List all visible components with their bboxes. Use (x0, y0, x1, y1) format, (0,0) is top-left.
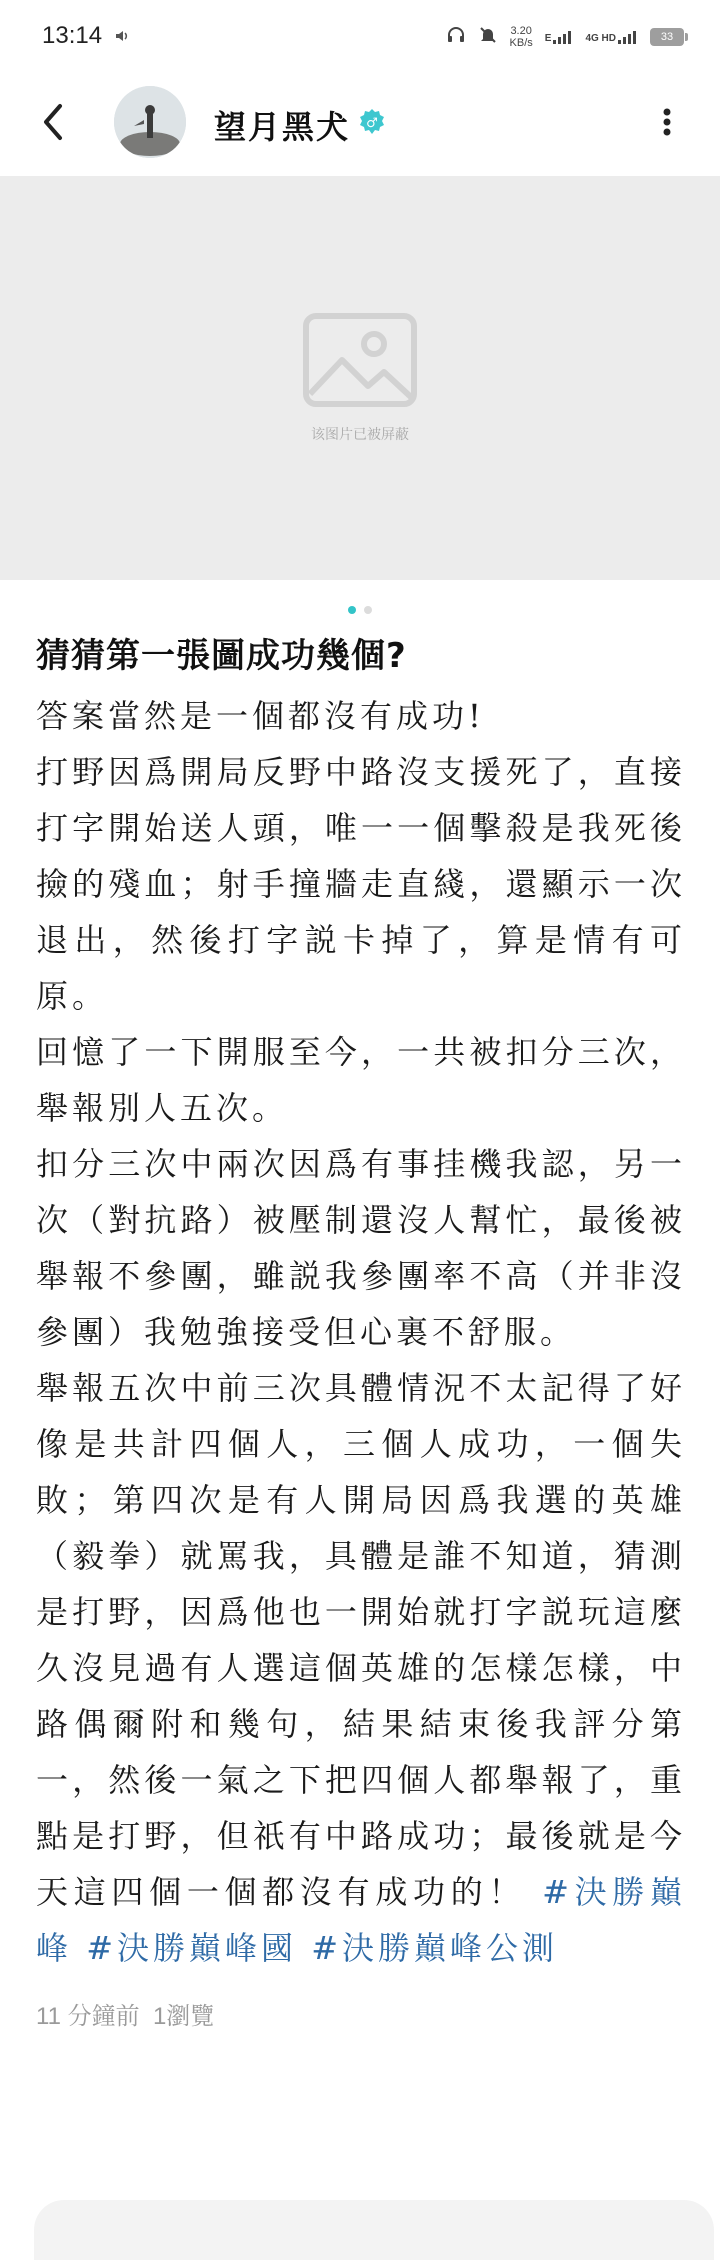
image-carousel[interactable] (0, 176, 720, 580)
verified-badge-icon (358, 108, 386, 140)
headphones-icon (446, 25, 466, 49)
battery-icon: 33 (650, 28, 684, 46)
author-name[interactable]: 望月黑犬 (214, 108, 351, 146)
hashtag-link[interactable]: #決勝巔峰公測 (311, 1929, 559, 1967)
post-paragraph: 回憶了一下開服至今，一共被扣分三次，舉報別人五次。 (36, 1033, 686, 1127)
back-arrow-icon[interactable] (40, 102, 66, 146)
blocked-image-text: 该图片已被屏蔽 (311, 427, 409, 443)
post-header (0, 72, 720, 176)
post-paragraph-text: 舉報五次中前三次具體情況不太記得了好像是共計四個人，三個人成功，一個失敗；第四次是有人開局因爲我選的英雄（毅拳）就罵我，具體是誰不知道，猜測是打野，因爲他也一開始就打字説玩這麼久沒見過有人選這個英雄的怎樣怎樣，中路偶爾附和幾句，結果結束後我評分第一，然後一氣之下把四個人都舉報了，重點是打野，但祇有中路成功；最後就是今天這四個一個都沒有成功的！ (36, 1369, 686, 1911)
post-meta (36, 1996, 686, 2031)
blocked-image-icon (302, 312, 418, 412)
status-icons (446, 20, 684, 54)
status-time: 13:14 (42, 22, 103, 49)
signal-e-label: E (544, 33, 552, 44)
carousel-indicator (0, 606, 720, 614)
signal-e (545, 30, 574, 44)
post-view-count: 1瀏覽 (152, 2003, 215, 2030)
post-paragraph: 答案當然是一個都沒有成功! (36, 697, 485, 735)
badge-text: ♂ (366, 116, 378, 131)
hashtag-link[interactable]: #決勝巔峰 (36, 1873, 686, 1967)
carousel-dot (364, 606, 372, 614)
signal-bars-icon (618, 30, 638, 44)
net-speed (510, 25, 533, 49)
post-title: 猜猜第一張圖成功幾個? (36, 636, 407, 676)
post-paragraph-with-tags (36, 1360, 686, 1976)
net-speed-value: 3.20 (510, 25, 532, 37)
post-paragraph: 打野因爲開局反野中路沒支援死了，直接打字開始送人頭，唯一一個擊殺是我死後撿的殘血；射手撞牆走直綫，還顯示一次退出，然後打字説卡掉了，算是情有可原。 (36, 753, 686, 1015)
comment-bar[interactable] (34, 2200, 714, 2260)
status-bar (0, 0, 720, 72)
signal-bars-icon (553, 30, 573, 44)
signal-4g-label: 4G HD (585, 33, 616, 44)
carousel-dot (348, 606, 356, 614)
post-content (36, 628, 686, 2031)
post-paragraph: 扣分三次中兩次因爲有事挂機我認，另一次（對抗路）被壓制還沒人幫忙，最後被舉報不參團，雖説我參團率不高（并非沒參團）我勉強接受但心裏不舒服。 (36, 1145, 686, 1351)
signal-4g (585, 30, 638, 44)
post-time-ago: 11 分鐘前 (36, 2003, 140, 2030)
avatar[interactable] (114, 86, 186, 158)
hashtag-link[interactable]: #決勝巔峰國 (86, 1929, 298, 1967)
more-options-icon[interactable] (662, 106, 672, 142)
net-speed-unit: KB/s (509, 37, 533, 49)
mute-bell-icon (478, 25, 498, 49)
speaker-icon (114, 28, 130, 48)
